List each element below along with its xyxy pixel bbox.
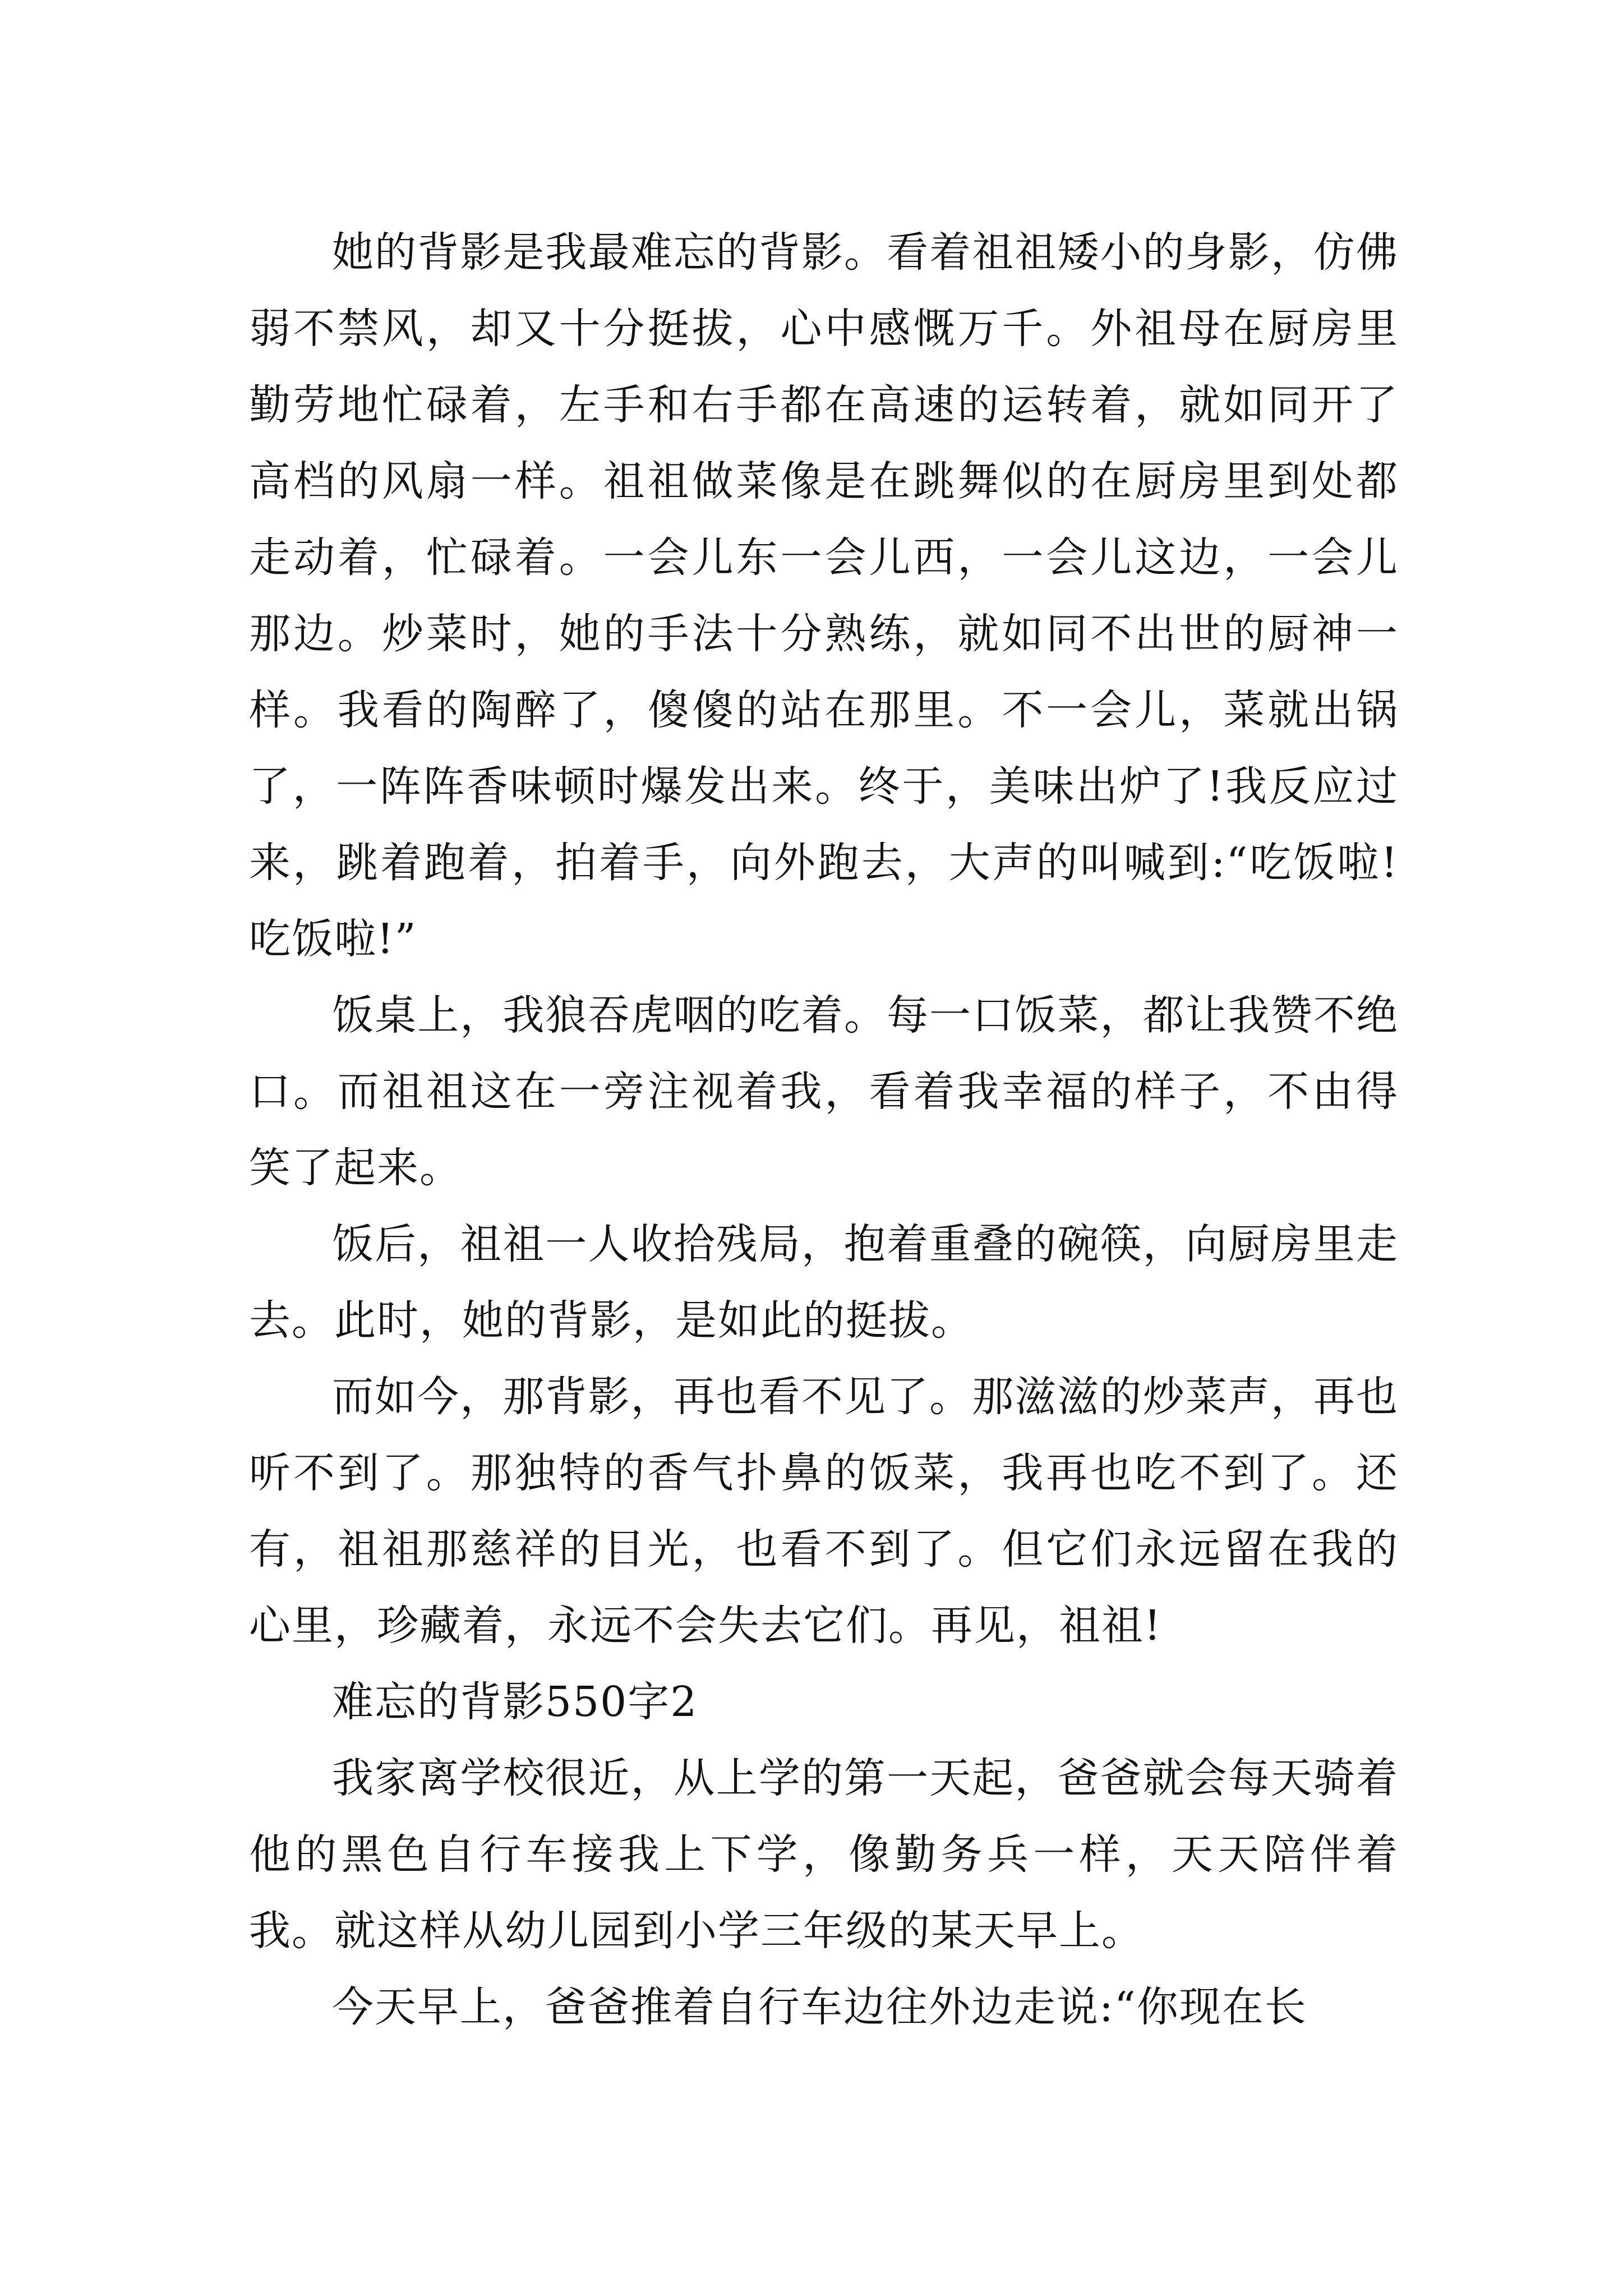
section-heading: 难忘的背影550字2 — [332, 1678, 698, 1726]
document-body — [249, 214, 1399, 2045]
paragraph-5: 我家离学校很近，从上学的第一天起，爸爸就会每天骑着他的黑色自行车接我上下学，像勤务兵一样，天天陪伴着我。就这样从幼儿园到小学三年级的某天早上。 — [249, 1754, 1399, 1955]
paragraph-2: 饭桌上，我狼吞虎咽的吃着。每一口饭菜，都让我赞不绝口。而祖祖这在一旁注视着我，看着我幸福的样子，不由得笑了起来。 — [249, 991, 1399, 1192]
paragraph-3: 饭后，祖祖一人收拾残局，抱着重叠的碗筷，向厨房里走去。此时，她的背影，是如此的挺拔。 — [249, 1220, 1399, 1345]
paragraph-4: 而如今，那背影，再也看不见了。那滋滋的炒菜声，再也听不到了。那独特的香气扑鼻的饭菜，我再也吃不到了。还有，祖祖那慈祥的目光，也看不到了。但它们永远留在我的心里，珍藏着，永远不会失去它们。再见，祖祖! — [249, 1373, 1399, 1650]
paragraph-6: 今天早上，爸爸推着自行车边往外边走说:“你现在长 — [332, 1983, 1307, 2031]
paragraph-1: 她的背影是我最难忘的背影。看着祖祖矮小的身影，仿佛弱不禁风，却又十分挺拔，心中感慨万千。外祖母在厨房里勤劳地忙碌着，左手和右手都在高速的运转着，就如同开了高档的风扇一样。祖祖做菜像是在跳舞似的在厨房里到处都走动着，忙碌着。一会儿东一会儿西，一会儿这边，一会儿那边。炒菜时，她的手法十分熟练，就如同不出世的厨神一样。我看的陶醉了，傻傻的站在那里。不一会儿，菜就出锅了，一阵阵香味顿时爆发出来。终于，美味出炉了!我反应过来，跳着跑着，拍着手，向外跑去，大声的叫喊到:“吃饭啦!吃饭啦!” — [249, 228, 1399, 963]
